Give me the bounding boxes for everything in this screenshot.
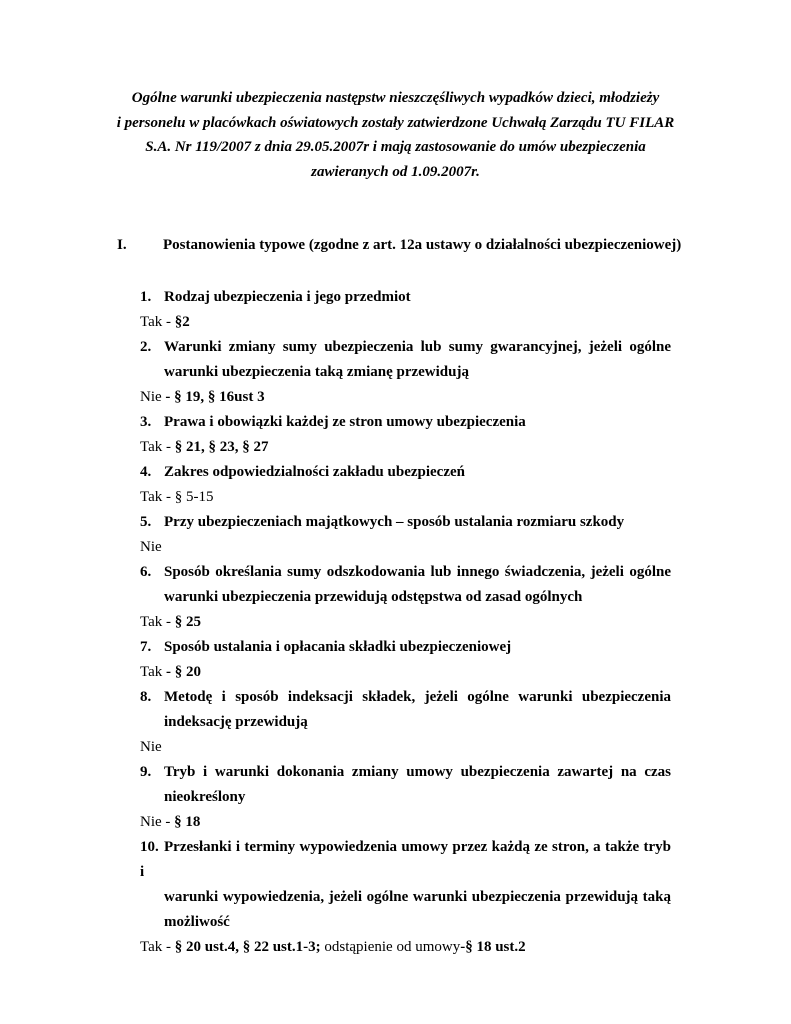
item-heading-line xyxy=(140,760,671,785)
list-item xyxy=(140,635,671,685)
item-heading-line xyxy=(140,910,671,935)
item-heading-text: Tryb i warunki dokonania zmiany umowy ubezpieczenia zawartej na czas xyxy=(164,764,671,780)
item-number: 7. xyxy=(140,639,152,655)
list-item xyxy=(140,410,671,460)
item-heading-text: możliwość xyxy=(164,914,230,930)
answer-text: Nie xyxy=(140,389,166,405)
answer-text: Nie xyxy=(140,539,162,555)
item-heading-text: indeksację przewidują xyxy=(164,714,308,730)
item-heading-line xyxy=(140,285,671,310)
title-line: S.A. Nr 119/2007 z dnia 29.05.2007r i mają zastosowanie do umów ubezpieczenia xyxy=(145,139,646,155)
item-heading-line xyxy=(140,360,671,385)
item-heading-line xyxy=(140,635,671,660)
item-heading-line xyxy=(140,410,671,435)
item-heading-text: Przy ubezpieczeniach majątkowych – sposób ustalania rozmiaru szkody xyxy=(164,514,625,530)
answer-reference: - § 20 xyxy=(166,664,202,680)
answer-reference: §2 xyxy=(174,314,190,330)
document-title xyxy=(100,86,691,184)
item-answer xyxy=(140,310,671,335)
item-answer xyxy=(140,610,671,635)
item-heading-line xyxy=(140,460,671,485)
item-answer xyxy=(140,735,671,760)
list-item xyxy=(140,460,671,510)
answer-text: Tak - xyxy=(140,614,175,630)
item-heading xyxy=(140,335,671,385)
item-heading-line xyxy=(140,685,671,710)
item-heading-line xyxy=(140,335,671,360)
answer-text: Nie xyxy=(140,739,162,755)
item-heading xyxy=(140,560,671,610)
title-line: Ogólne warunki ubezpieczenia następstw nieszczęśliwych wypadków dzieci, młodzieży xyxy=(131,90,660,106)
item-heading-text: Zakres odpowiedzialności zakładu ubezpieczeń xyxy=(164,464,465,480)
answer-text: Tak - § 5-15 xyxy=(140,489,214,505)
item-heading-text: Przesłanki i terminy wypowiedzenia umowy przez każdą ze stron, a także tryb i xyxy=(140,839,671,880)
list-item xyxy=(140,560,671,635)
item-heading xyxy=(140,760,671,810)
item-heading-text: warunki ubezpieczenia przewidują odstępstwa od zasad ogólnych xyxy=(164,589,583,605)
item-heading-text: Rodzaj ubezpieczenia i jego przedmiot xyxy=(164,289,411,305)
item-heading-line xyxy=(140,835,671,885)
item-heading xyxy=(140,285,671,310)
list-item xyxy=(140,285,671,335)
item-heading xyxy=(140,460,671,485)
item-heading-line xyxy=(140,510,671,535)
answer-text: Tak - xyxy=(140,314,175,330)
item-answer xyxy=(140,535,671,560)
answer-reference: -§ 18 ust.2 xyxy=(460,939,526,955)
list-item xyxy=(140,685,671,760)
item-heading-text: Warunki zmiany sumy ubezpieczenia lub sumy gwarancyjnej, jeżeli ogólne xyxy=(164,339,671,355)
item-heading-text: Prawa i obowiązki każdej ze stron umowy ubezpieczenia xyxy=(164,414,526,430)
item-heading-text: nieokreślony xyxy=(164,789,246,805)
item-heading xyxy=(140,635,671,660)
item-heading xyxy=(140,410,671,435)
answer-text: Nie - xyxy=(140,814,175,830)
item-heading-line xyxy=(140,885,671,910)
answer-reference: § 20 ust.4, § 22 ust.1-3; xyxy=(174,939,321,955)
item-answer xyxy=(140,660,671,685)
item-heading-line xyxy=(140,560,671,585)
item-heading-line xyxy=(140,710,671,735)
item-heading xyxy=(140,685,671,735)
answer-reference: § 18 xyxy=(174,814,201,830)
list-item xyxy=(140,760,671,835)
item-heading-text: warunki ubezpieczenia taką zmianę przewidują xyxy=(164,364,469,380)
item-number: 3. xyxy=(140,414,152,430)
title-line: i personelu w placówkach oświatowych zostały zatwierdzone Uchwałą Zarządu TU FILAR xyxy=(116,114,675,131)
list-item xyxy=(140,510,671,560)
answer-reference: § 21, § 23, § 27 xyxy=(174,439,269,455)
item-number: 4. xyxy=(140,464,152,480)
item-heading xyxy=(140,510,671,535)
item-answer xyxy=(140,810,671,835)
item-number: 5. xyxy=(140,514,152,530)
item-number: 6. xyxy=(140,564,152,580)
item-number: 1. xyxy=(140,289,152,305)
item-answer xyxy=(140,385,671,410)
answer-reference: - § 19, § 16ust 3 xyxy=(165,389,265,405)
section-title: Postanowienia typowe (zgodne z art. 12a ustawy o działalności ubezpieczeniowej) xyxy=(163,237,682,253)
section-number: I. xyxy=(117,237,127,253)
item-heading-line xyxy=(140,785,671,810)
item-answer xyxy=(140,485,671,510)
title-line: zawieranych od 1.09.2007r. xyxy=(311,163,480,180)
list-item xyxy=(140,335,671,410)
answer-reference: § 25 xyxy=(174,614,202,630)
item-number: 2. xyxy=(140,339,152,355)
answer-text: Tak xyxy=(140,664,167,680)
answer-text: Tak - xyxy=(140,439,175,455)
item-heading xyxy=(140,835,671,935)
item-heading-line xyxy=(140,585,671,610)
item-heading-text: warunki wypowiedzenia, jeżeli ogólne warunki ubezpieczenia przewidują taką xyxy=(164,889,671,905)
item-number: 10. xyxy=(140,839,159,855)
item-answer xyxy=(140,435,671,460)
answer-text: odstąpienie od umowy xyxy=(320,939,461,955)
list-item xyxy=(140,835,671,960)
answer-text: Tak - xyxy=(140,939,175,955)
item-heading-text: Sposób ustalania i opłacania składki ubezpieczeniowej xyxy=(164,639,512,655)
item-number: 8. xyxy=(140,689,152,705)
item-heading-text: Metodę i sposób indeksacji składek, jeżeli ogólne warunki ubezpieczenia xyxy=(164,689,671,705)
item-number: 9. xyxy=(140,764,152,780)
provisions-list xyxy=(140,285,671,960)
item-answer xyxy=(140,935,671,960)
item-heading-text: Sposób określania sumy odszkodowania lub innego świadczenia, jeżeli ogólne xyxy=(164,564,671,580)
